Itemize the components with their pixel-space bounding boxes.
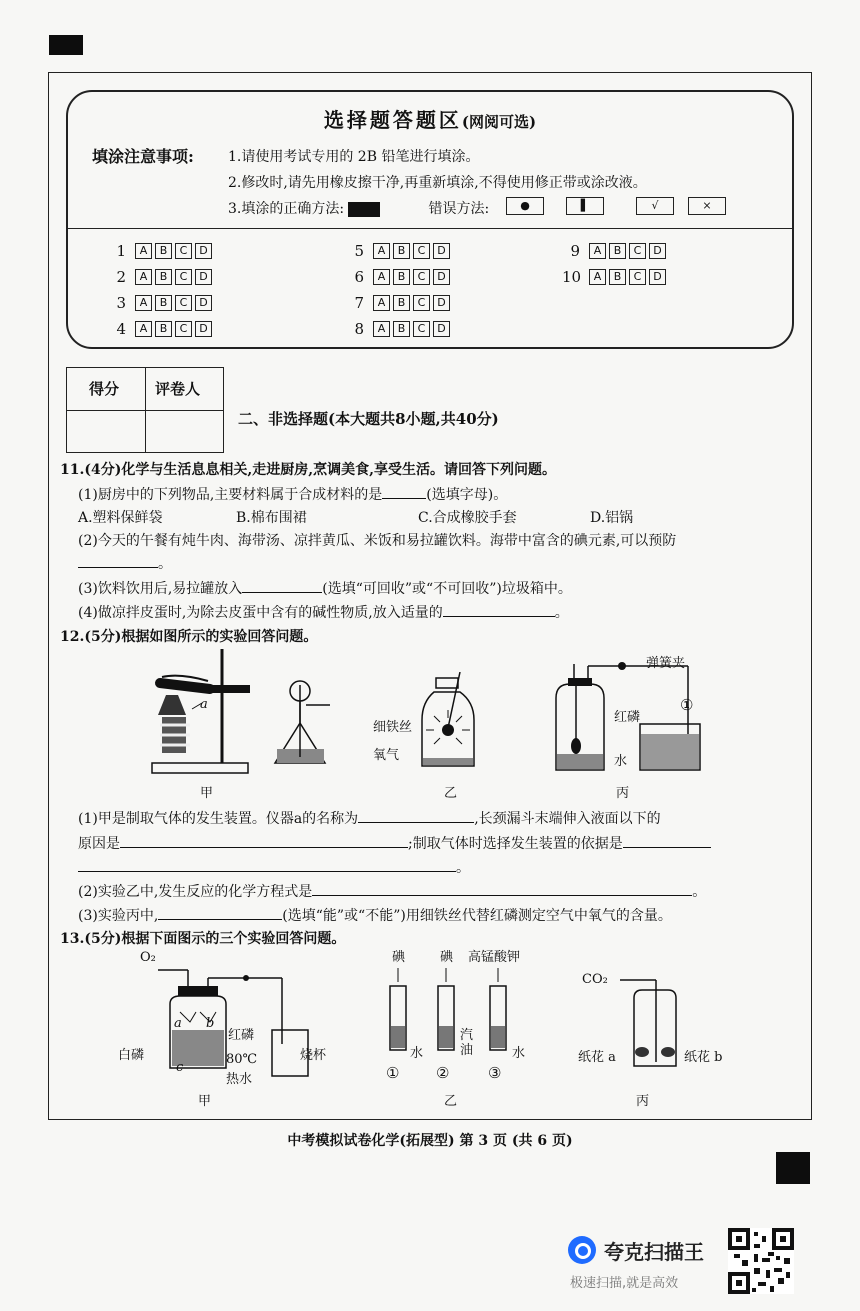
- answer-area-title-text: 选择题答题区: [323, 108, 462, 132]
- q13-label-flower-b: 纸花 b: [684, 1050, 723, 1065]
- answer-area: [66, 90, 794, 349]
- score-label: 得分: [89, 380, 120, 398]
- note-3: [228, 198, 489, 218]
- quark-logo-icon: [568, 1236, 596, 1264]
- q12-label-wire: 细铁丝: [373, 720, 413, 735]
- q12-label-redp: 红磷: [614, 710, 641, 725]
- option-a[interactable]: A: [373, 269, 390, 285]
- q13-label-flower-a: 纸花 a: [578, 1050, 616, 1065]
- option-c[interactable]: C: [629, 269, 646, 285]
- wrong-mark-cross: ×: [688, 197, 726, 215]
- answer-row-5[interactable]: 5 A B C D: [346, 242, 450, 260]
- q11-part4: (4)做凉拌皮蛋时,为除去皮蛋中含有的碱性物质,放入适量的 。: [78, 602, 569, 622]
- q12-caption-bing: 丙: [616, 786, 630, 801]
- q12-blank1[interactable]: [358, 808, 474, 823]
- q12-label-a: a: [200, 697, 208, 712]
- q13-label-n1: ①: [386, 1064, 400, 1082]
- q12-caption-jia: 甲: [200, 786, 214, 801]
- q12-part1: (1)甲是制取气体的发生装置。仪器a的名称为 ,长颈漏斗末端伸入液面以下的: [78, 808, 661, 828]
- q12-label-circle1: ①: [680, 696, 694, 714]
- answer-row-7[interactable]: 7 A B C D: [346, 294, 450, 312]
- option-c[interactable]: C: [175, 321, 192, 337]
- answer-row-2[interactable]: 2 A B C D: [108, 268, 212, 286]
- wrong-mark-check: √: [636, 197, 674, 215]
- option-b[interactable]: B: [609, 269, 626, 285]
- q11-opt-a: A.塑料保鲜袋: [78, 510, 163, 526]
- q13-label-water1: 水: [410, 1046, 424, 1061]
- q13-figure-bing: [620, 970, 690, 1070]
- q13-label-whitep: 白磷: [118, 1048, 145, 1063]
- q11-blank4[interactable]: [443, 602, 555, 617]
- q12-part1-line2: 原因是 ;制取气体时选择发生装置的依据是: [78, 833, 711, 853]
- q12-part1-line3: 。: [78, 857, 470, 877]
- option-c[interactable]: C: [413, 295, 430, 311]
- option-d[interactable]: D: [195, 295, 212, 311]
- q13-label-b: b: [206, 1016, 215, 1031]
- q12-part2: (2)实验乙中,发生反应的化学方程式是 。: [78, 881, 706, 901]
- note-2: 2.修改时,请先用橡皮擦干净,再重新填涂,不得使用修正带或涂改液。: [228, 175, 647, 191]
- option-c[interactable]: C: [175, 243, 192, 259]
- answer-area-title: [68, 104, 792, 133]
- option-b[interactable]: B: [155, 321, 172, 337]
- q12-blank4[interactable]: [78, 857, 456, 872]
- answer-row-9[interactable]: 9 A B C D: [562, 242, 666, 260]
- option-b[interactable]: B: [155, 295, 172, 311]
- q13-label-kmno4: 高锰酸钾: [468, 950, 521, 965]
- option-c[interactable]: C: [413, 269, 430, 285]
- answer-row-6[interactable]: 6 A B C D: [346, 268, 450, 286]
- q13-label-hotwater: 热水: [226, 1072, 253, 1087]
- q13-label-n3: ③: [488, 1064, 502, 1082]
- option-a[interactable]: A: [373, 243, 390, 259]
- option-d[interactable]: D: [195, 269, 212, 285]
- q13-label-co2: CO₂: [582, 972, 608, 987]
- option-d[interactable]: D: [433, 295, 450, 311]
- q12-part3: (3)实验丙中, (选填“能”或“不能”)用细铁丝代替红磷测定空气中氧气的含量。: [78, 905, 672, 925]
- q13-caption-jia: 甲: [198, 1094, 212, 1109]
- q13-figure-yi: [380, 966, 530, 1066]
- answer-row-8[interactable]: 8 A B C D: [346, 320, 450, 338]
- option-d[interactable]: D: [195, 243, 212, 259]
- note-1: 1.请使用考试专用的 2B 铅笔进行填涂。: [228, 149, 480, 165]
- q12-blank5[interactable]: [312, 881, 692, 896]
- option-a[interactable]: A: [135, 295, 152, 311]
- option-a[interactable]: A: [589, 269, 606, 285]
- q11-opt-b: B.棉布围裙: [236, 510, 307, 526]
- option-a[interactable]: A: [373, 295, 390, 311]
- q11-blank3[interactable]: [242, 578, 322, 593]
- q13-caption-yi: 乙: [444, 1094, 458, 1109]
- answer-area-title-note: (网阅可选): [461, 113, 537, 131]
- q12-blank2[interactable]: [120, 833, 408, 848]
- q12-caption-yi: 乙: [444, 786, 458, 801]
- q12-figure-jia: [150, 645, 340, 780]
- option-c[interactable]: C: [413, 321, 430, 337]
- option-d[interactable]: D: [195, 321, 212, 337]
- answer-row-10[interactable]: 10 A B C D: [562, 268, 666, 286]
- q12-stem: 12.(5分)根据如图所示的实验回答问题。: [60, 629, 318, 645]
- q13-label-redp: 红磷: [228, 1028, 255, 1043]
- score-table: [66, 367, 224, 453]
- notes-heading: 填涂注意事项:: [92, 147, 194, 166]
- q13-label-beaker: 烧杯: [300, 1048, 327, 1063]
- q11-blank2[interactable]: [78, 553, 158, 568]
- q12-label-oxygen: 氧气: [373, 748, 400, 763]
- option-c[interactable]: C: [629, 243, 646, 259]
- option-c[interactable]: C: [413, 243, 430, 259]
- option-b[interactable]: B: [155, 269, 172, 285]
- scanner-slogan: 极速扫描,就是高效: [570, 1276, 679, 1291]
- option-c[interactable]: C: [175, 295, 192, 311]
- option-d[interactable]: D: [649, 269, 666, 285]
- q11-part2: (2)今天的午餐有炖牛肉、海带汤、凉拌黄瓜、米饭和易拉罐饮料。海带中富含的碘元素,可以预防: [78, 533, 677, 549]
- grader-label: 评卷人: [155, 380, 201, 398]
- q11-stem: 11.(4分)化学与生活息息相关,走进厨房,烹调美食,享受生活。请回答下列问题。: [60, 462, 556, 478]
- wrong-mark-dot: ●: [506, 197, 544, 215]
- correct-fill-sample: [348, 202, 380, 217]
- q13-label-a: a: [174, 1016, 182, 1031]
- option-b[interactable]: B: [393, 243, 410, 259]
- corner-marker-top-left: [49, 35, 83, 55]
- option-b[interactable]: B: [393, 321, 410, 337]
- q13-label-water3: 水: [512, 1046, 526, 1061]
- answer-row-4[interactable]: 4 A B C D: [108, 320, 212, 338]
- option-c[interactable]: C: [175, 269, 192, 285]
- option-a[interactable]: A: [135, 269, 152, 285]
- option-d[interactable]: D: [433, 269, 450, 285]
- option-d[interactable]: D: [433, 321, 450, 337]
- q12-blank6[interactable]: [158, 905, 282, 920]
- q13-label-o2: O₂: [140, 950, 156, 965]
- q12-label-water: 水: [614, 754, 628, 769]
- q11-opt-c: C.合成橡胶手套: [418, 510, 517, 526]
- scanner-name: 夸克扫描王: [604, 1240, 704, 1264]
- option-b[interactable]: B: [155, 243, 172, 259]
- page-footer: 中考模拟试卷化学(拓展型) 第 3 页 (共 6 页): [287, 1133, 573, 1149]
- corner-marker-bottom-right: [776, 1152, 810, 1184]
- q12-figure-yi: [420, 672, 490, 776]
- q13-label-gasoline: 汽油: [460, 1028, 474, 1058]
- note-3-correct-label: 3.填涂的正确方法:: [228, 201, 345, 217]
- option-a[interactable]: A: [135, 243, 152, 259]
- q13-label-iodine1: 碘: [392, 950, 406, 965]
- q11-part3: (3)饮料饮用后,易拉罐放入 (选填“可回收”或“不可回收”)垃圾箱中。: [78, 578, 572, 598]
- q13-stem: 13.(5分)根据下面图示的三个实验回答问题。: [60, 931, 346, 947]
- answer-area-divider: [68, 228, 792, 229]
- option-a[interactable]: A: [589, 243, 606, 259]
- option-a[interactable]: A: [373, 321, 390, 337]
- qr-code-icon: [728, 1228, 794, 1294]
- q11-opt-d: D.铝锅: [590, 510, 634, 526]
- q12-blank3[interactable]: [623, 833, 711, 848]
- option-d[interactable]: D: [433, 243, 450, 259]
- q11-blank1[interactable]: [382, 484, 426, 499]
- note-3-wrong-label: 错误方法:: [428, 201, 490, 217]
- q12-label-clamp: 弹簧夹: [646, 656, 686, 671]
- option-d[interactable]: D: [649, 243, 666, 259]
- option-b[interactable]: B: [609, 243, 626, 259]
- option-b[interactable]: B: [393, 295, 410, 311]
- section2-title: 二、非选择题(本大题共8小题,共40分): [238, 410, 499, 428]
- answer-row-3[interactable]: 3 A B C D: [108, 294, 212, 312]
- answer-row-1[interactable]: 1 A B C D: [108, 242, 212, 260]
- q13-label-n2: ②: [436, 1064, 450, 1082]
- q13-label-c: c: [176, 1060, 184, 1075]
- q13-label-iodine2: 碘: [440, 950, 454, 965]
- q11-part2-answer: 。: [78, 553, 172, 573]
- q13-label-temp: 80℃: [226, 1052, 258, 1067]
- option-b[interactable]: B: [393, 269, 410, 285]
- q11-part1: (1)厨房中的下列物品,主要材料属于合成材料的是 (选填字母)。: [78, 484, 507, 504]
- wrong-mark-half: ▌: [566, 197, 604, 215]
- option-a[interactable]: A: [135, 321, 152, 337]
- q13-caption-bing: 丙: [636, 1094, 650, 1109]
